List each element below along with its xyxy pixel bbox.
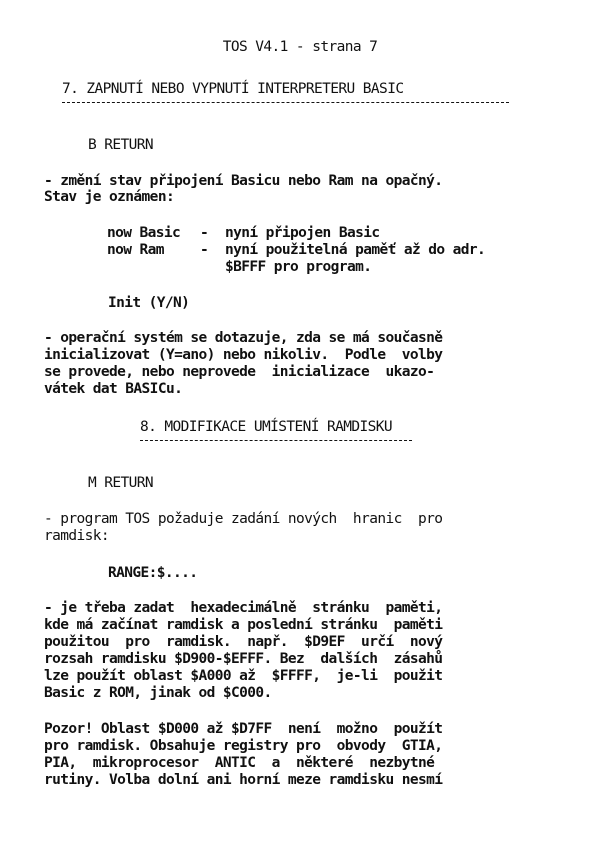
- state-key: now Ram: [107, 242, 164, 258]
- section-7-underline: [62, 102, 509, 103]
- warning-line: Pozor! Oblast $D000 až $D7FF není možno použít: [44, 721, 443, 737]
- init-desc-line: se provede, nebo neprovede inicializace ukazo-: [44, 364, 435, 380]
- section-8-heading: 8. MODIFIKACE UMÍSTENÍ RAMDISKU: [140, 419, 393, 435]
- warning-line: pro ramdisk. Obsahuje registry pro obvody GTIA,: [44, 738, 443, 754]
- paragraph-line: kde má začínat ramdisk a poslední stránku paměti: [44, 617, 443, 633]
- paragraph-line: použitou pro ramdisk. např. $D9EF určí nový: [44, 634, 443, 650]
- state-text: nyní připojen Basic: [225, 225, 380, 241]
- section-7-desc-line: Stav je oznámen:: [44, 189, 175, 205]
- section-8-desc-line: ramdisk:: [44, 528, 110, 544]
- init-prompt: Init (Y/N): [108, 295, 190, 311]
- section-7-heading: 7. ZAPNUTÍ NEBO VYPNUTÍ INTERPRETERU BASIC: [62, 81, 404, 97]
- section-7-desc-line: - změní stav připojení Basicu nebo Ram na opačný.: [44, 173, 443, 189]
- paragraph-line: - je třeba zadat hexadecimálně stránku paměti,: [44, 600, 443, 616]
- state-key: now Basic: [107, 225, 181, 241]
- warning-line: rutiny. Volba dolní ani horní meze ramdisku nesmí: [44, 772, 443, 788]
- paragraph-line: lze použít oblast $A000 až $FFFF, je-li použit: [44, 668, 443, 684]
- init-desc-line: inicializovat (Y=ano) nebo nikoliv. Podle volby: [44, 347, 443, 363]
- init-desc-line: vátek dat BASICu.: [44, 381, 183, 397]
- init-desc-line: - operační systém se dotazuje, zda se má současně: [44, 330, 443, 346]
- range-prompt: RANGE:$....: [108, 565, 198, 581]
- page-header: TOS V4.1 - strana 7: [222, 39, 378, 55]
- paragraph-line: rozsah ramdisku $D900-$EFFF. Bez dalších zásahů: [44, 651, 443, 667]
- section-7-command: B RETURN: [88, 137, 154, 153]
- state-text: $BFFF pro program.: [225, 259, 372, 275]
- section-8-desc-line: - program TOS požaduje zadání nových hranic pro: [44, 511, 443, 527]
- state-text: nyní použitelná paměť až do adr.: [225, 242, 486, 258]
- state-sep: -: [200, 242, 209, 258]
- section-8-underline: [140, 440, 412, 441]
- state-sep: -: [200, 225, 209, 241]
- paragraph-line: Basic z ROM, jinak od $C000.: [44, 685, 272, 701]
- section-8-command: M RETURN: [88, 475, 154, 491]
- warning-line: PIA, mikroprocesor ANTIC a některé nezbytné: [44, 755, 435, 771]
